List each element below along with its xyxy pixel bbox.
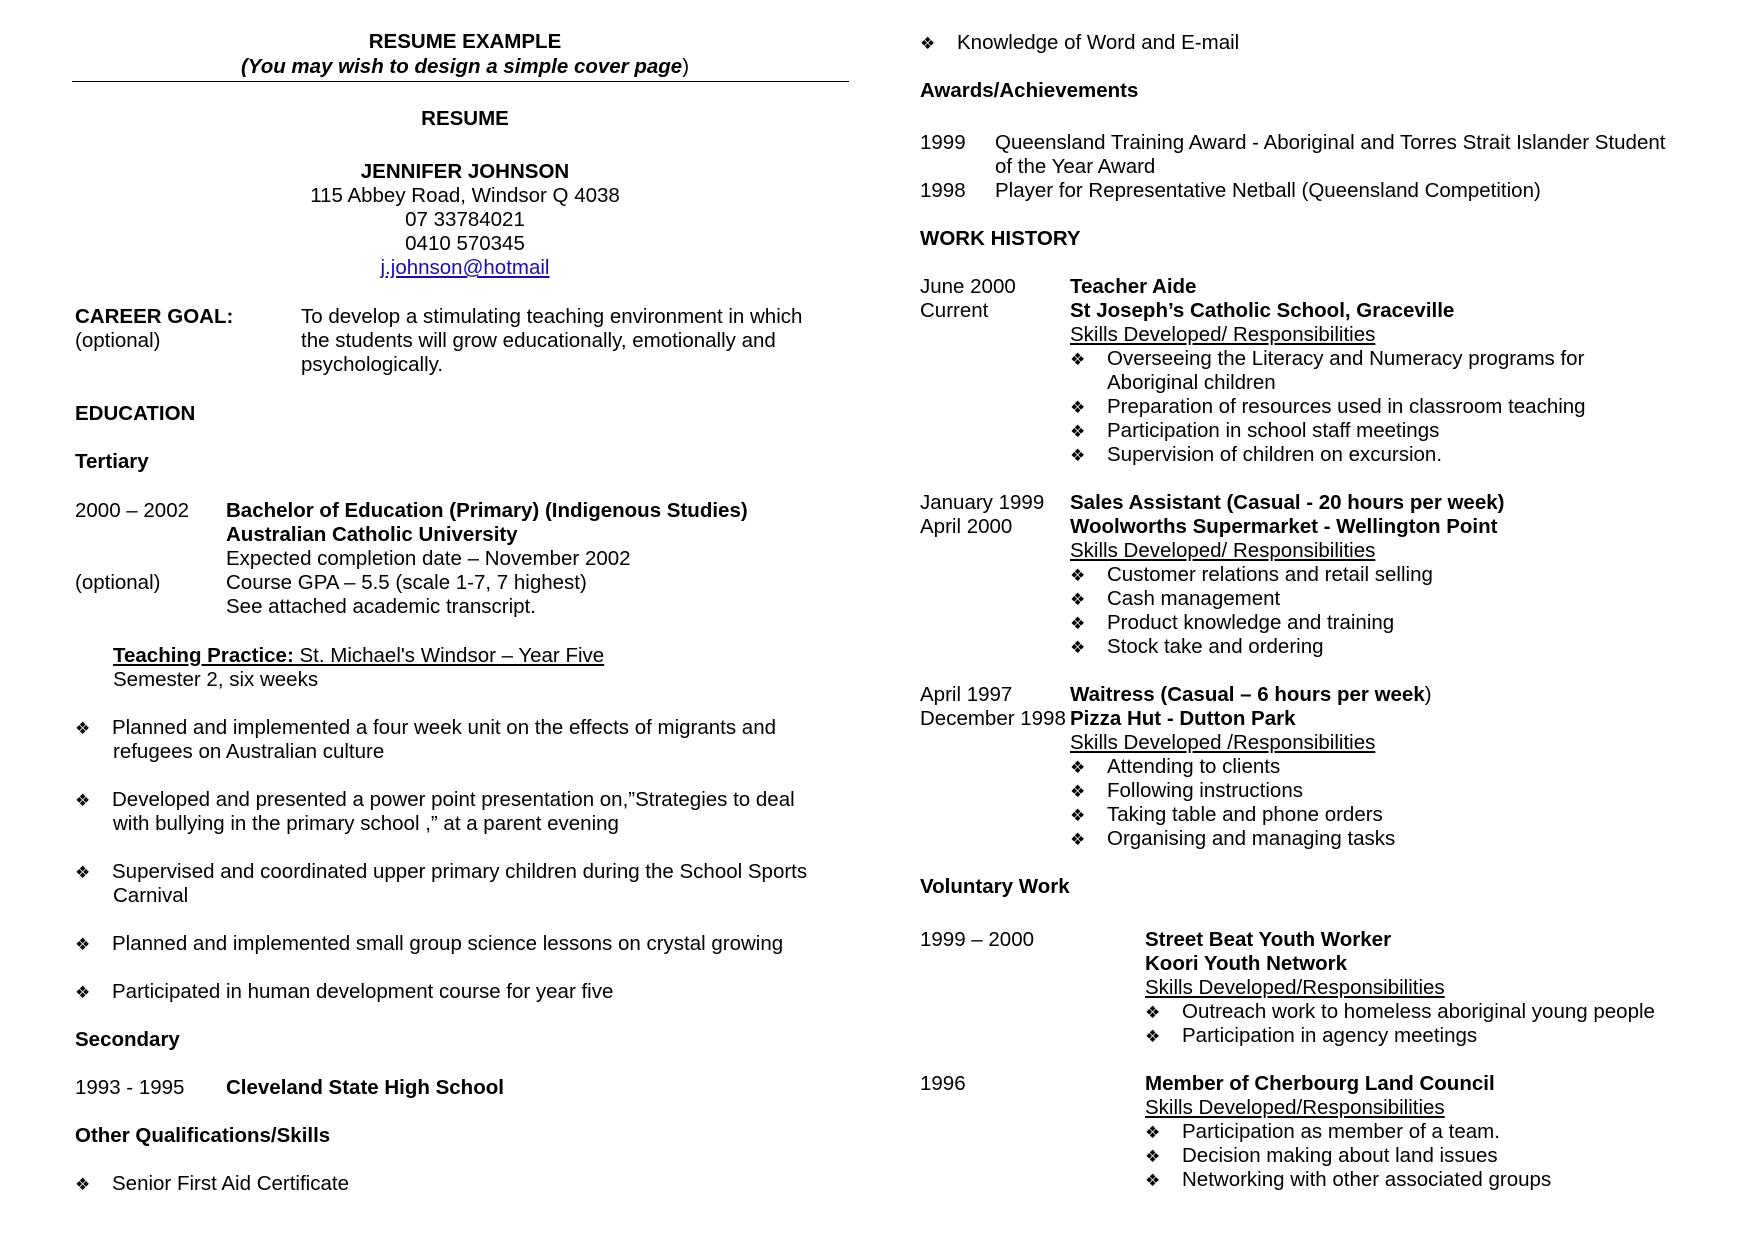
voluntary-heading: Voluntary Work [920, 875, 1070, 898]
list-item: ❖ Planned and implemented small group science lessons on crystal growing [75, 932, 784, 955]
skills-label: Skills Developed/ Responsibilities [1070, 323, 1376, 346]
list-item: ❖ Developed and presented a power point presentation on,”Strategies to deal [75, 788, 795, 811]
course-gpa: Course GPA – 5.5 (scale 1-7, 7 highest) [226, 571, 587, 594]
list-item: ❖ Taking table and phone orders [1070, 803, 1383, 826]
list-item-continuation: with bullying in the primary school ,” at a parent evening [113, 812, 619, 835]
job-title: Waitress (Casual – 6 hours per week) [1070, 683, 1432, 706]
skills-label: Skills Developed /Responsibilities [1070, 731, 1376, 754]
applicant-address: 115 Abbey Road, Windsor Q 4038 [310, 184, 620, 207]
voluntary-title: Street Beat Youth Worker [1145, 928, 1392, 951]
bullet-icon: ❖ [75, 791, 91, 811]
document-subtitle: (You may wish to design a simple cover page) [240, 55, 690, 78]
list-item: ❖ Participation in agency meetings [1145, 1024, 1478, 1047]
job-end-date: December 1998 [920, 707, 1066, 730]
voluntary-date: 1996 [920, 1072, 966, 1095]
bullet-icon: ❖ [1070, 350, 1086, 370]
transcript-note: See attached academic transcript. [226, 595, 536, 618]
university-name: Australian Catholic University [226, 523, 518, 546]
list-item: ❖ Decision making about land issues [1145, 1144, 1498, 1167]
job-start-date: January 1999 [920, 491, 1045, 514]
bullet-icon: ❖ [1070, 566, 1086, 586]
list-item: ❖ Outreach work to homeless aboriginal young people [1145, 1000, 1655, 1023]
applicant-name: JENNIFER JOHNSON [360, 160, 570, 183]
bullet-icon: ❖ [1070, 638, 1086, 658]
secondary-school: Cleveland State High School [226, 1076, 504, 1099]
bullet-icon: ❖ [920, 34, 936, 54]
award-year: 1999 [920, 131, 966, 154]
skills-label: Skills Developed/Responsibilities [1145, 976, 1445, 999]
bullet-icon: ❖ [1070, 830, 1086, 850]
skills-label: Skills Developed/Responsibilities [1145, 1096, 1445, 1119]
award-year: 1998 [920, 179, 966, 202]
title-rule [72, 81, 849, 82]
bullet-icon: ❖ [75, 863, 91, 883]
list-item: ❖ Following instructions [1070, 779, 1303, 802]
secondary-years: 1993 - 1995 [75, 1076, 185, 1099]
job-start-date: April 1997 [920, 683, 1013, 706]
bullet-icon: ❖ [1070, 758, 1086, 778]
bullet-icon: ❖ [1070, 806, 1086, 826]
secondary-heading: Secondary [75, 1028, 180, 1051]
bullet-icon: ❖ [1070, 398, 1086, 418]
list-item: ❖ Customer relations and retail selling [1070, 563, 1433, 586]
email-link[interactable]: j.johnson@hotmail [380, 256, 550, 279]
job-employer: Woolworths Supermarket - Wellington Point [1070, 515, 1498, 538]
bullet-icon: ❖ [75, 719, 91, 739]
list-item: ❖ Preparation of resources used in classroom teaching [1070, 395, 1586, 418]
job-end-date: Current [920, 299, 989, 322]
skills-label: Skills Developed/ Responsibilities [1070, 539, 1376, 562]
bullet-icon: ❖ [1070, 590, 1086, 610]
applicant-mobile: 0410 570345 [405, 232, 525, 255]
list-item: ❖ Product knowledge and training [1070, 611, 1395, 634]
teaching-practice: Teaching Practice: St. Michael's Windsor – Year Five [113, 644, 605, 667]
award-text: Player for Representative Netball (Queensland Competition) [995, 179, 1541, 202]
degree-name: Bachelor of Education (Primary) (Indigenous Studies) [226, 499, 748, 522]
bullet-icon: ❖ [1070, 782, 1086, 802]
other-qualifications-heading: Other Qualifications/Skills [75, 1124, 331, 1147]
list-item-continuation: Aboriginal children [1107, 371, 1276, 394]
job-title: Teacher Aide [1070, 275, 1197, 298]
list-item: ❖ Stock take and ordering [1070, 635, 1324, 658]
career-goal-line: the students will grow educationally, emotionally and [301, 329, 776, 352]
list-item: ❖ Networking with other associated groups [1145, 1168, 1552, 1191]
list-item: ❖ Senior First Aid Certificate [75, 1172, 349, 1195]
list-item-continuation: Carnival [113, 884, 189, 907]
job-employer: St Joseph’s Catholic School, Graceville [1070, 299, 1455, 322]
job-end-date: April 2000 [920, 515, 1013, 538]
list-item: ❖ Cash management [1070, 587, 1281, 610]
bullet-icon: ❖ [75, 983, 91, 1003]
list-item: ❖ Supervision of children on excursion. [1070, 443, 1443, 466]
award-text: Queensland Training Award - Aboriginal and Torres Strait Islander Student [995, 131, 1666, 154]
gpa-note: (optional) [75, 571, 161, 594]
list-item: ❖ Overseeing the Literacy and Numeracy programs for [1070, 347, 1585, 370]
voluntary-org: Koori Youth Network [1145, 952, 1347, 975]
career-goal-label: CAREER GOAL: [75, 305, 234, 328]
bullet-icon: ❖ [1145, 1123, 1161, 1143]
job-title: Sales Assistant (Casual - 20 hours per week) [1070, 491, 1505, 514]
document-title: RESUME EXAMPLE [368, 30, 562, 53]
bullet-icon: ❖ [75, 1175, 91, 1195]
voluntary-title: Member of Cherbourg Land Council [1145, 1072, 1495, 1095]
tertiary-heading: Tertiary [75, 450, 149, 473]
list-item: ❖ Planned and implemented a four week unit on the effects of migrants and [75, 716, 777, 739]
bullet-icon: ❖ [1145, 1147, 1161, 1167]
completion-date: Expected completion date – November 2002 [226, 547, 631, 570]
list-item: ❖ Attending to clients [1070, 755, 1281, 778]
bullet-icon: ❖ [1070, 422, 1086, 442]
career-goal-line: To develop a stimulating teaching environment in which [301, 305, 803, 328]
career-goal-line: psychologically. [301, 353, 444, 376]
list-item: ❖ Participation in school staff meetings [1070, 419, 1440, 442]
bullet-icon: ❖ [1070, 446, 1086, 466]
resume-heading: RESUME [421, 107, 509, 130]
work-history-heading: WORK HISTORY [920, 227, 1081, 250]
award-text: of the Year Award [995, 155, 1156, 178]
bullet-icon: ❖ [1145, 1003, 1161, 1023]
list-item: ❖ Participation as member of a team. [1145, 1120, 1500, 1143]
career-goal-note: (optional) [75, 329, 161, 352]
education-heading: EDUCATION [75, 402, 196, 425]
bullet-icon: ❖ [75, 935, 91, 955]
awards-heading: Awards/Achievements [920, 79, 1139, 102]
job-employer: Pizza Hut - Dutton Park [1070, 707, 1296, 730]
voluntary-date: 1999 – 2000 [920, 928, 1035, 951]
bullet-icon: ❖ [1070, 614, 1086, 634]
job-start-date: June 2000 [920, 275, 1016, 298]
bullet-icon: ❖ [1145, 1171, 1161, 1191]
list-item: ❖ Supervised and coordinated upper primary children during the School Sports [75, 860, 808, 883]
applicant-email [75, 256, 855, 280]
applicant-phone: 07 33784021 [405, 208, 525, 231]
bullet-icon: ❖ [1145, 1027, 1161, 1047]
list-item: ❖ Participated in human development course for year five [75, 980, 614, 1003]
practice-period: Semester 2, six weeks [113, 668, 319, 691]
tertiary-years: 2000 – 2002 [75, 499, 190, 522]
list-item-continuation: refugees on Australian culture [113, 740, 385, 763]
list-item: ❖ Organising and managing tasks [1070, 827, 1396, 850]
list-item: ❖ Knowledge of Word and E-mail [920, 31, 1240, 54]
